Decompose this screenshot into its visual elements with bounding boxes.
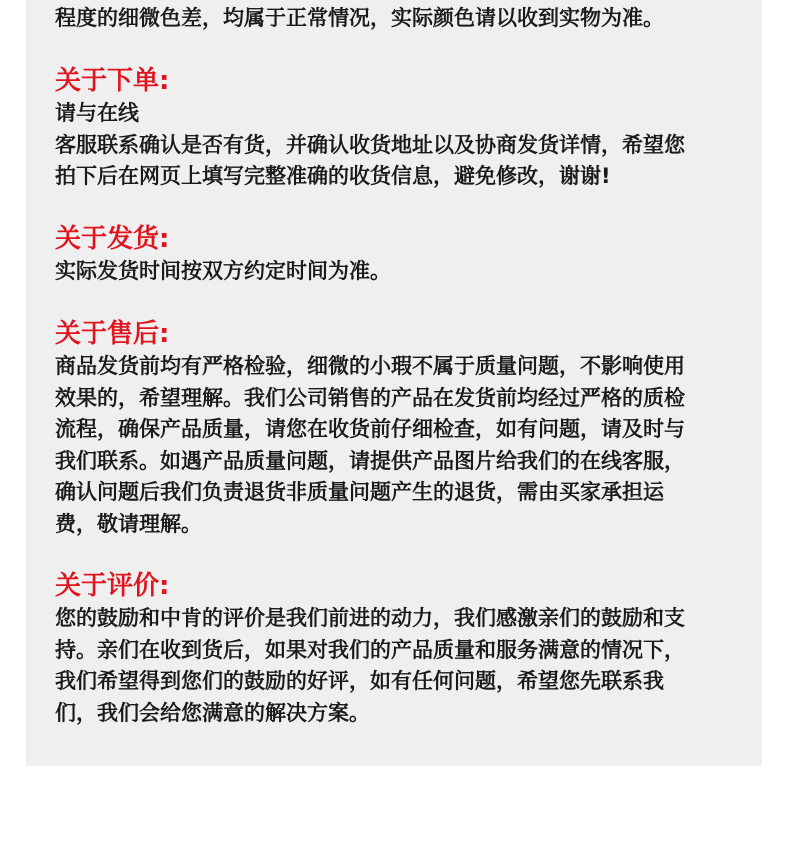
order-text (55, 98, 735, 193)
after-sales-text (55, 351, 735, 540)
intro-text (55, 3, 735, 35)
shipping-line: 实际发货时间按双方约定时间为准。 (55, 259, 391, 283)
review-line: 持。亲们在收到货后，如果对我们的产品质量和服务满意的情况下， (55, 637, 685, 662)
order-line: 请与在线 (55, 101, 139, 125)
after-sales-line: 费，敬请理解。 (55, 511, 202, 536)
review-line: 您的鼓励和中肯的评价是我们前进的动力，我们感激亲们的鼓励和支 (55, 606, 685, 630)
after-sales-line: 商品发货前均有严格检验，细微的小瑕不属于质量问题，不影响使用 (55, 354, 685, 378)
after-sales-line: 流程，确保产品质量，请您在收货前仔细检查，如有问题，请及时与 (55, 417, 685, 441)
review-line: 们，我们会给您满意的解决方案。 (55, 700, 370, 725)
order-line: 拍下后在网页上填写完整准确的收货信息，避免修改，谢谢! (55, 164, 611, 188)
order-heading: 关于下单: (55, 66, 170, 96)
intro-line: 程度的细微色差，均属于正常情况，实际颜色请以收到实物为准。 (55, 6, 664, 30)
after-sales-line: 效果的，希望理解。我们公司销售的产品在发货前均经过严格的质检 (55, 385, 685, 410)
after-sales-line: 确认问题后我们负责退货非质量问题产生的退货，需由买家承担运 (55, 480, 664, 504)
review-text (55, 603, 735, 729)
shipping-heading: 关于发货: (55, 224, 170, 254)
after-sales-line: 我们联系。如遇产品质量问题，请提供产品图片给我们的在线客服， (55, 448, 685, 473)
order-line: 客服联系确认是否有货，并确认收货地址以及协商发货详情，希望您 (55, 132, 685, 157)
shipping-text (55, 256, 735, 288)
after-sales-heading: 关于售后: (55, 319, 170, 349)
review-line: 我们希望得到您们的鼓励的好评，如有任何问题，希望您先联系我 (55, 669, 664, 693)
review-heading: 关于评价: (55, 571, 170, 601)
